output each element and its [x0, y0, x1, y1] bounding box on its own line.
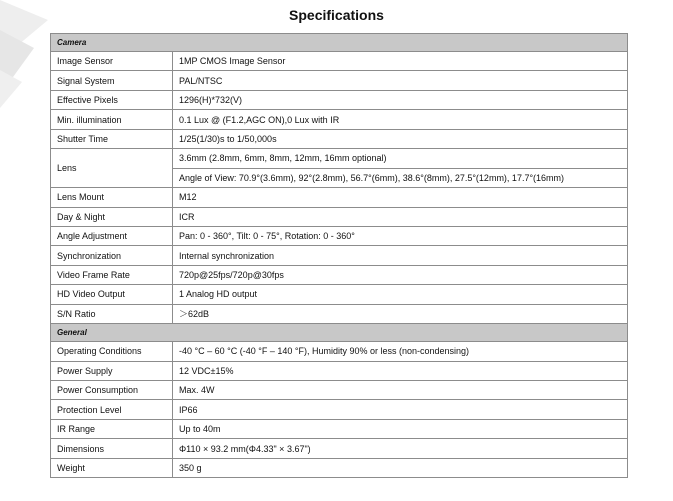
table-row [51, 361, 628, 380]
spec-label: Synchronization [51, 246, 173, 265]
spec-value: 3.6mm (2.8mm, 6mm, 8mm, 12mm, 16mm optional) [173, 149, 628, 168]
page-title: Specifications [289, 7, 384, 23]
table-row [51, 226, 628, 245]
spec-value: 350 g [173, 458, 628, 477]
spec-label: Day & Night [51, 207, 173, 226]
spec-value: 1296(H)*732(V) [173, 90, 628, 109]
spec-label: Signal System [51, 71, 173, 90]
specifications-table [50, 33, 628, 478]
table-row [51, 129, 628, 148]
table-row [51, 149, 628, 168]
table-row [51, 381, 628, 400]
spec-value: 1/25(1/30)s to 1/50,000s [173, 129, 628, 148]
table-row [51, 71, 628, 90]
spec-value: 720p@25fps/720p@30fps [173, 265, 628, 284]
table-row [51, 207, 628, 226]
table-row [51, 188, 628, 207]
spec-label: Lens Mount [51, 188, 173, 207]
spec-label: Dimensions [51, 439, 173, 458]
section-header-camera [51, 34, 628, 52]
table-row [51, 265, 628, 284]
spec-label: S/N Ratio [51, 304, 173, 323]
spec-label: Power Supply [51, 361, 173, 380]
spec-value: -40 °C – 60 °C (-40 °F – 140 °F), Humidity 90% or less (non-condensing) [173, 342, 628, 361]
spec-label: IR Range [51, 419, 173, 438]
table-row [51, 458, 628, 477]
spec-label: Operating Conditions [51, 342, 173, 361]
table-row [51, 439, 628, 458]
table-row [51, 110, 628, 129]
spec-label: HD Video Output [51, 285, 173, 304]
spec-label: Shutter Time [51, 129, 173, 148]
spec-value: 1MP CMOS Image Sensor [173, 52, 628, 71]
spec-value: Φ110 × 93.2 mm(Φ4.33" × 3.67") [173, 439, 628, 458]
table-row [51, 419, 628, 438]
table-row [51, 285, 628, 304]
section-header-general [51, 324, 628, 342]
spec-label: Protection Level [51, 400, 173, 419]
spec-label: Weight [51, 458, 173, 477]
spec-value: 12 VDC±15% [173, 361, 628, 380]
spec-value: Angle of View: 70.9°(3.6mm), 92°(2.8mm), 56.7°(6mm), 38.6°(8mm), 27.5°(12mm), 17.7°(16mm) [173, 168, 628, 187]
table-row [51, 246, 628, 265]
section-title: Camera [51, 34, 628, 52]
spec-value: PAL/NTSC [173, 71, 628, 90]
spec-value: IP66 [173, 400, 628, 419]
table-row [51, 52, 628, 71]
spec-label: Angle Adjustment [51, 226, 173, 245]
spec-label: Power Consumption [51, 381, 173, 400]
section-title: General [51, 324, 628, 342]
spec-label: Min. illumination [51, 110, 173, 129]
table-row [51, 342, 628, 361]
spec-value: Pan: 0 - 360°, Tilt: 0 - 75°, Rotation: 0 - 360° [173, 226, 628, 245]
spec-value: Internal synchronization [173, 246, 628, 265]
spec-value: ＞62dB [173, 304, 628, 323]
spec-label: Image Sensor [51, 52, 173, 71]
spec-value: 0.1 Lux @ (F1.2,AGC ON),0 Lux with IR [173, 110, 628, 129]
spec-value: 1 Analog HD output [173, 285, 628, 304]
spec-value: Max. 4W [173, 381, 628, 400]
spec-value: M12 [173, 188, 628, 207]
spec-value: ICR [173, 207, 628, 226]
table-row [51, 304, 628, 323]
spec-label: Video Frame Rate [51, 265, 173, 284]
spec-label: Effective Pixels [51, 90, 173, 109]
spec-value: Up to 40m [173, 419, 628, 438]
spec-label: Lens [51, 149, 173, 188]
table-row [51, 90, 628, 109]
table-row [51, 400, 628, 419]
